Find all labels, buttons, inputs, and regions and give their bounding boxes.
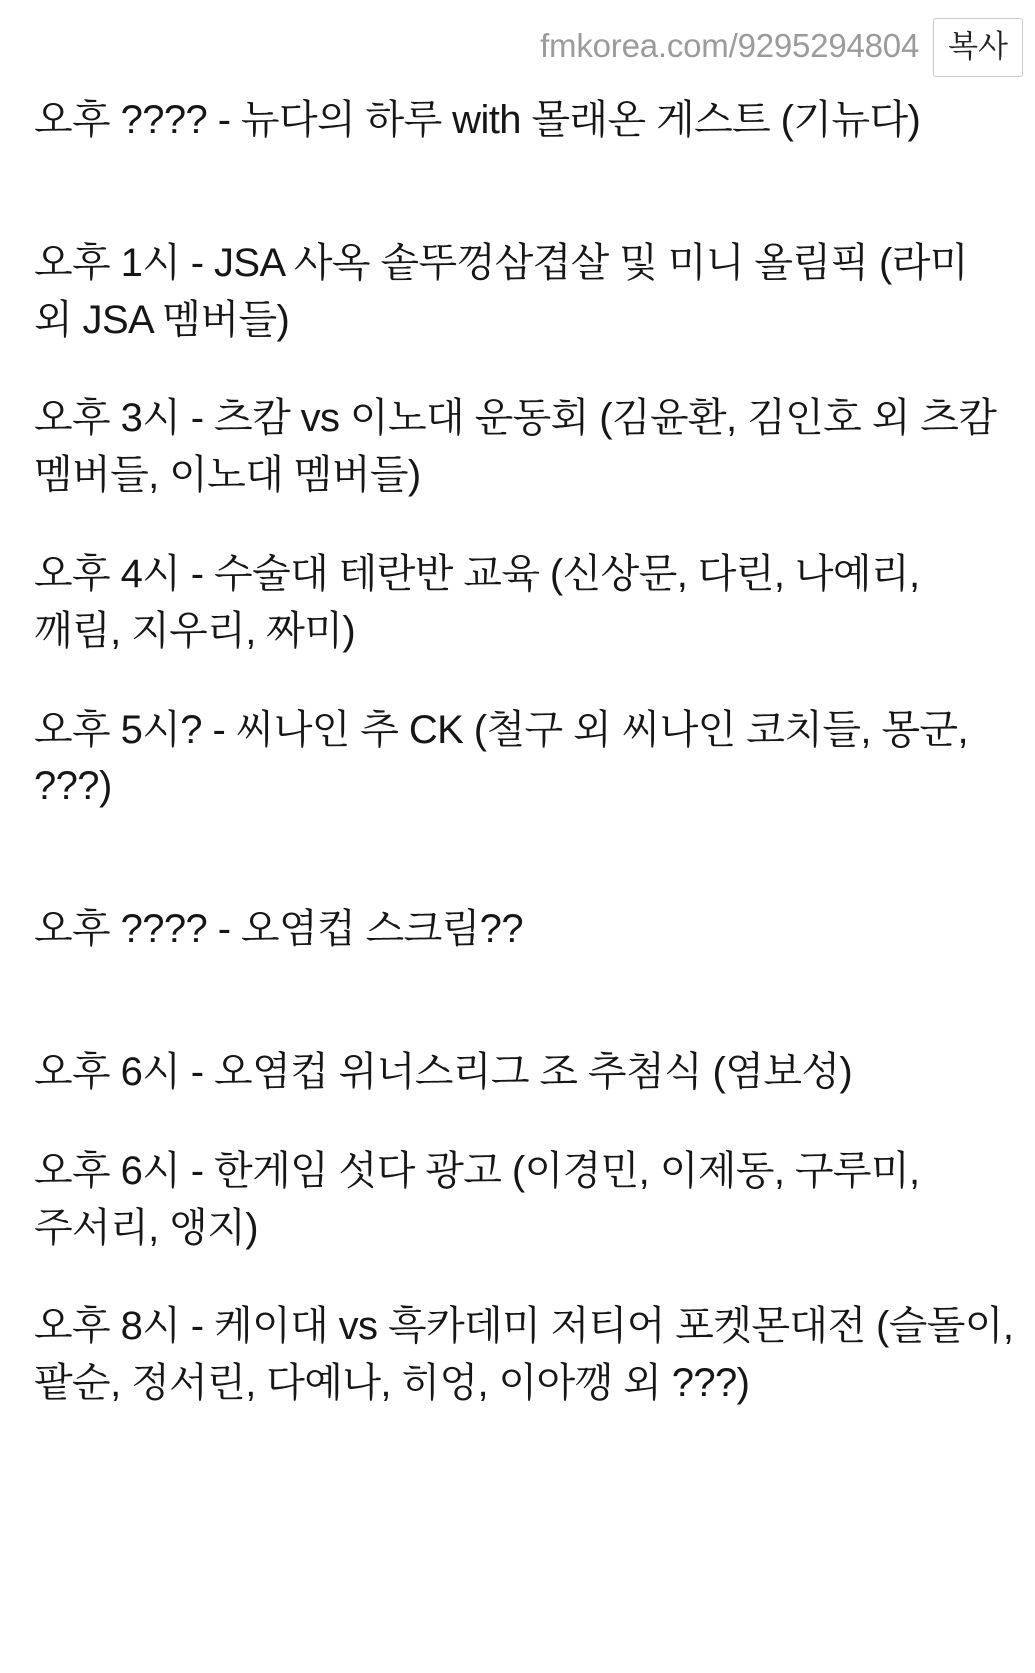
schedule-list	[0, 92, 1035, 1432]
spacer	[34, 149, 1015, 235]
source-bar	[0, 0, 1035, 92]
spacer	[34, 504, 1015, 546]
schedule-entry: 오후 ???? - 오염컵 스크림??	[34, 907, 523, 952]
schedule-entry: 오후 6시 - 오염컵 위너스리그 조 추첨식 (염보성)	[34, 1049, 853, 1094]
schedule-entry: 오후 ???? - 뉴다의 하루 with 몰래온 게스트 (기뉴다)	[34, 98, 921, 142]
schedule-entry: 오후 3시 - 츠캄 vs 이노대 운동회 (김윤환, 김인호 외 츠캄 멤버들, 이노대 멤버들)	[34, 396, 1007, 498]
copy-button[interactable]: 복사	[933, 18, 1023, 77]
schedule-entry: 오후 6시 - 한게임 섯다 광고 (이경민, 이제동, 구루미, 주서리, 앵지)	[34, 1148, 931, 1250]
spacer	[34, 958, 1015, 1044]
source-url-text: fmkorea.com/9295294804	[540, 27, 920, 64]
spacer	[34, 1412, 1015, 1432]
spacer	[34, 1256, 1015, 1298]
spacer	[34, 348, 1015, 390]
schedule-entry: 오후 4시 - 수술대 테란반 교육 (신상문, 다린, 나예리, 깨림, 지우리, 짜미)	[34, 551, 931, 653]
schedule-entry: 오후 8시 - 케이대 vs 흑카데미 저티어 포켓몬대전 (슬돌이, 팥순, 정서린, 다예나, 히엉, 이아깽 외 ???)	[34, 1304, 1024, 1406]
schedule-entry: 오후 1시 - JSA 사옥 솥뚜껑삼겹살 및 미니 올림픽 (라미 외 JSA 멤버들)	[34, 240, 979, 342]
schedule-entry: 오후 5시? - 씨나인 추 CK (철구 외 씨나인 코치들, 몽군, ???)	[34, 707, 979, 809]
spacer	[34, 1101, 1015, 1143]
spacer	[34, 815, 1015, 901]
spacer	[34, 660, 1015, 702]
